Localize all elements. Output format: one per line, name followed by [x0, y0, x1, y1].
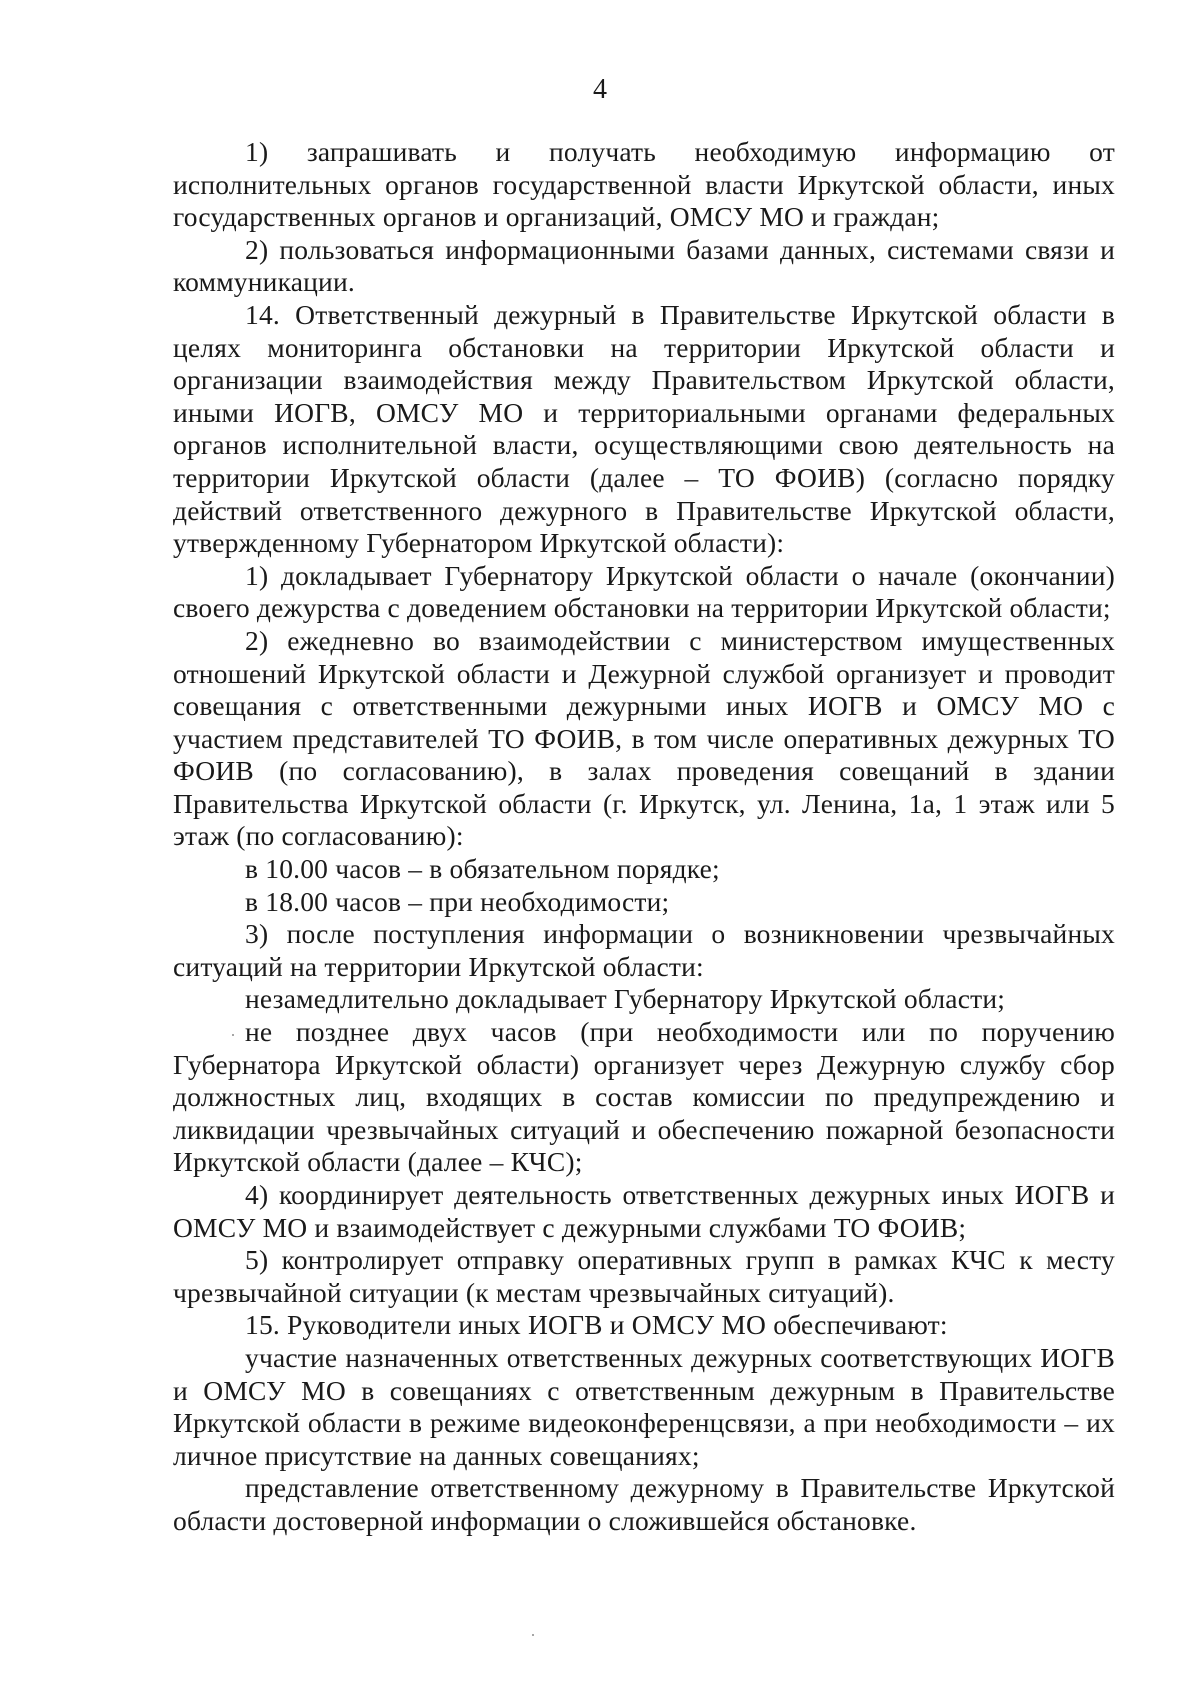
- paragraph-15: представление ответственному дежурному в Правительстве Иркутской области достоверной информации о сложившейся обстановке.: [173, 1472, 1115, 1536]
- paragraph-10: не позднее двух часов (при необходимости или по поручению Губернатора Иркутской области) организует через Дежурную службу сбор должностных лиц, входящих в состав комиссии по предупреждению и ликвидации чрезвычайных ситуаций и обеспечению пожарной безопасности Иркутской области (далее – КЧС);: [173, 1016, 1115, 1178]
- document-body: [173, 136, 1115, 1538]
- paragraph-3: 14. Ответственный дежурный в Правительстве Иркутской области в целях мониторинга обстановки на территории Иркутской области и организации взаимодействия между Правительством Иркутской области, иными ИОГВ, ОМСУ МО и территориальными органами федеральных органов исполнительной власти, осуществляющими свою деятельность на территории Иркутской области (далее – ТО ФОИВ) (согласно порядку действий ответственного дежурного в Правительстве Иркутской области, утвержденному Губернатором Иркутской области):: [173, 298, 1115, 559]
- paragraph-9: незамедлительно докладывает Губернатору Иркутской области;: [245, 983, 1006, 1015]
- paragraph-4: 1) докладывает Губернатору Иркутской области о начале (окончании) своего дежурства с доведением обстановки на территории Иркутской области;: [173, 559, 1115, 624]
- paragraph-13: 15. Руководители иных ИОГВ и ОМСУ МО обеспечивают:: [245, 1309, 948, 1341]
- paragraph-6: в 10.00 часов – в обязательном порядке;: [245, 853, 720, 885]
- scan-artifact: [532, 1634, 534, 1636]
- paragraph-7: в 18.00 часов – при необходимости;: [245, 885, 670, 917]
- page-number: 4: [593, 74, 607, 105]
- paragraph-5: 2) ежедневно во взаимодействии с министерством имущественных отношений Иркутской области и Дежурной службой организует и проводит совещания с ответственными дежурными иных ИОГВ и ОМСУ МО с участием представителей ТО ФОИВ, в том числе оперативных дежурных ТО ФОИВ (по согласованию), в залах проведения совещаний в здании Правительства Иркутской области (г. Иркутск, ул. Ленина, 1а, 1 этаж или 5 этаж (по согласованию):: [173, 624, 1115, 852]
- paragraph-8: 3) после поступления информации о возникновении чрезвычайных ситуаций на территории Иркутской области:: [173, 918, 1115, 982]
- paragraph-14: участие назначенных ответственных дежурных соответствующих ИОГВ и ОМСУ МО в совещаниях с ответственным дежурным в Правительстве Иркутской области в режиме видеоконференцсвязи, а при необходимости – их личное присутствие на данных совещаниях;: [173, 1341, 1115, 1471]
- scan-artifact: [232, 1034, 234, 1036]
- paragraph-1: 1) запрашивать и получать необходимую информацию от исполнительных органов государственной власти Иркутской области, иных государственных органов и организаций, ОМСУ МО и граждан;: [173, 136, 1115, 233]
- paragraph-11: 4) координирует деятельность ответственных дежурных иных ИОГВ и ОМСУ МО и взаимодействует с дежурными службами ТО ФОИВ;: [173, 1179, 1115, 1243]
- paragraph-2: 2) пользоваться информационными базами данных, системами связи и коммуникации.: [173, 233, 1115, 298]
- paragraph-12: 5) контролирует отправку оперативных групп в рамках КЧС к месту чрезвычайной ситуации (к местам чрезвычайных ситуаций).: [173, 1244, 1115, 1308]
